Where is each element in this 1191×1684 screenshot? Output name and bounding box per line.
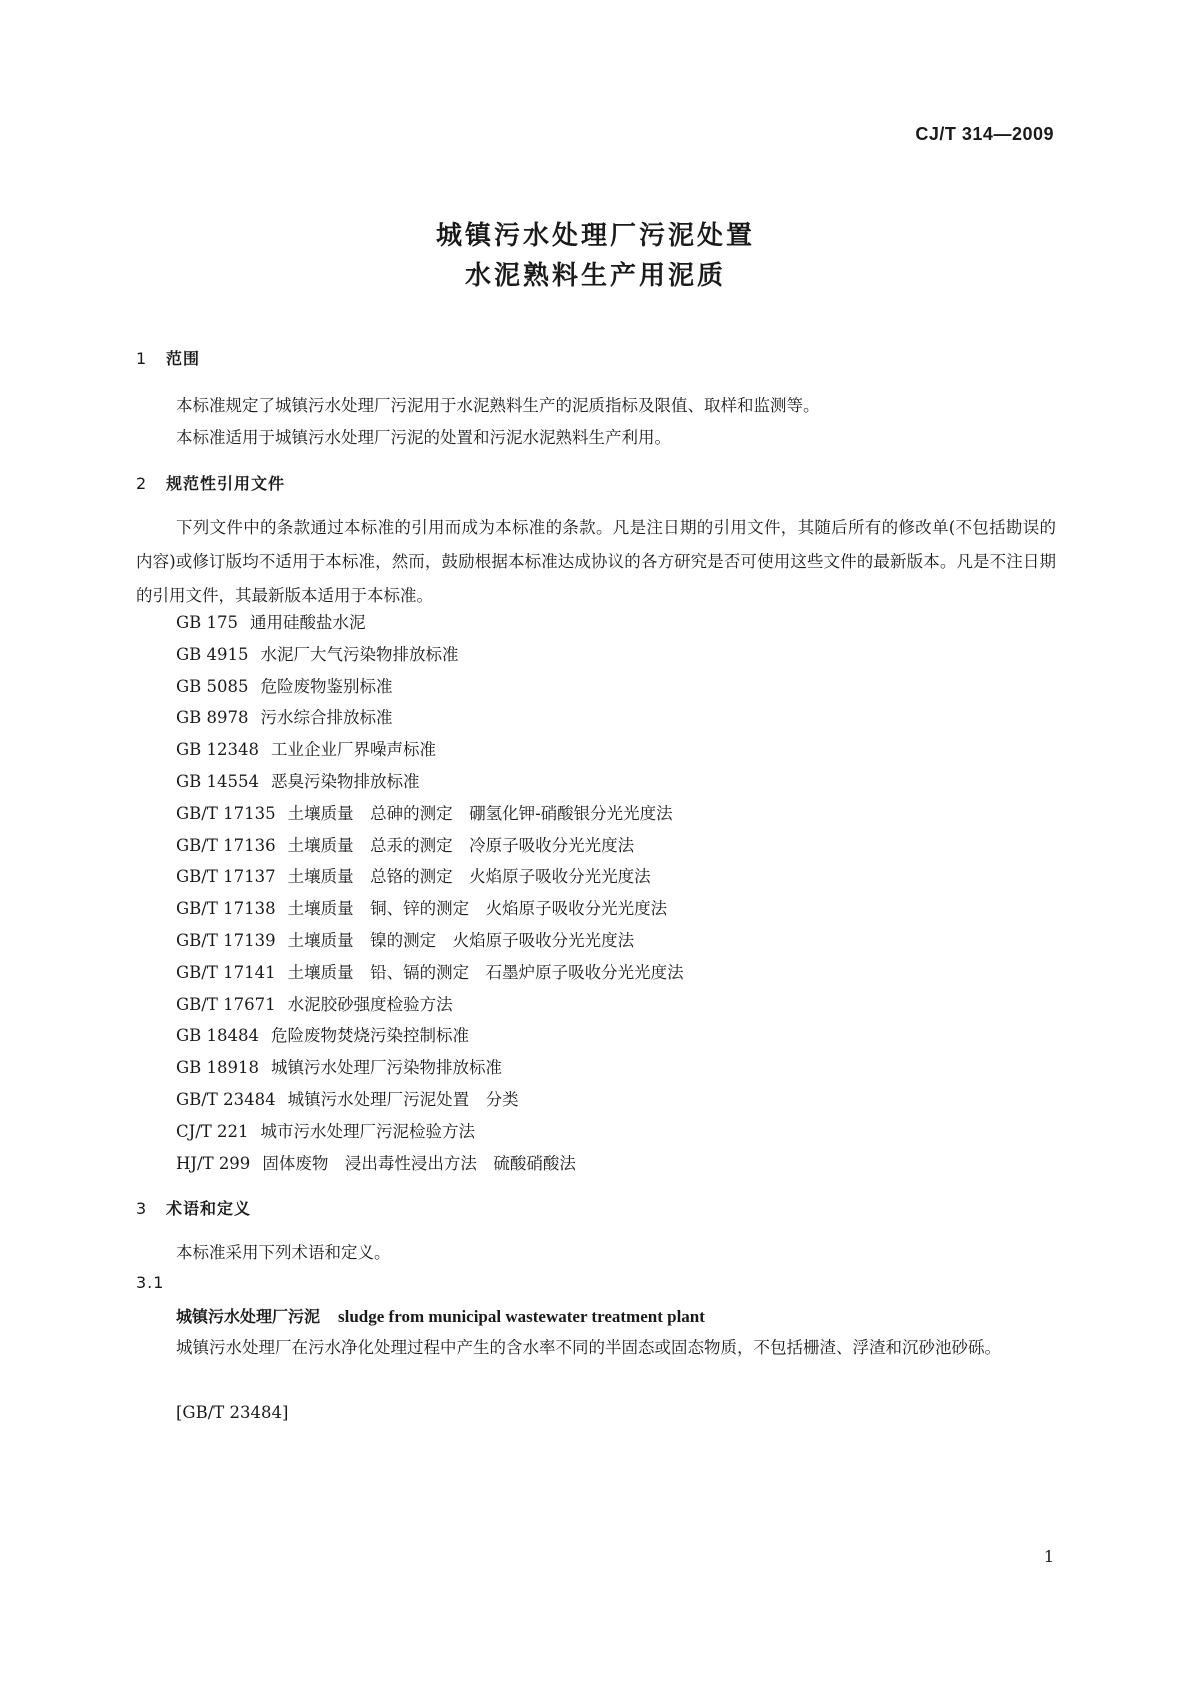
reference-code: GB 18918 <box>176 1058 260 1078</box>
section-number: 2 <box>136 474 148 493</box>
section-title: 术语和定义 <box>166 1199 252 1218</box>
reference-code: HJ/T 299 <box>176 1153 251 1173</box>
reference-title: 水泥胶砂强度检验方法 <box>287 994 453 1014</box>
reference-code: GB 5085 <box>176 676 249 696</box>
reference-item <box>176 860 651 894</box>
reference-title: 水泥厂大气污染物排放标准 <box>260 644 459 664</box>
reference-code: GB/T 17138 <box>176 899 276 919</box>
reference-code: CJ/T 221 <box>176 1121 249 1141</box>
section-3-heading <box>136 1196 251 1219</box>
reference-item <box>176 670 393 704</box>
section-2-heading <box>136 471 285 494</box>
reference-title: 危险废物焚烧污染控制标准 <box>271 1026 470 1046</box>
section-1-heading <box>136 346 200 369</box>
reference-title: 土壤质量 铜、锌的测定 火焰原子吸收分光光度法 <box>287 899 668 919</box>
reference-title: 城市污水处理厂污泥检验方法 <box>260 1121 476 1141</box>
reference-item <box>176 829 634 863</box>
term-source: [GB/T 23484] <box>176 1403 289 1422</box>
reference-item <box>176 1115 475 1149</box>
reference-title: 危险废物鉴别标准 <box>260 676 393 696</box>
reference-code: GB 4915 <box>176 644 249 664</box>
reference-code: GB 175 <box>176 613 239 632</box>
reference-item <box>176 1147 576 1181</box>
reference-item <box>176 1083 519 1117</box>
reference-title: 土壤质量 总汞的测定 冷原子吸收分光光度法 <box>287 835 635 855</box>
reference-item <box>176 797 673 831</box>
section-number: 3 <box>136 1199 148 1218</box>
section-title: 规范性引用文件 <box>166 474 286 493</box>
reference-title: 土壤质量 总铬的测定 火焰原子吸收分光光度法 <box>287 867 651 887</box>
reference-code: GB/T 17136 <box>176 835 276 855</box>
reference-item <box>176 765 420 799</box>
reference-title: 恶臭污染物排放标准 <box>271 772 420 791</box>
term-definition: 城镇污水处理厂在污水净化处理过程中产生的含水率不同的半固态或固态物质，不包括栅渣、浮渣和沉砂池砂砾。 <box>176 1338 1001 1357</box>
section-1-paragraph: 本标准适用于城镇污水处理厂污泥的处置和污泥水泥熟料生产利用。 <box>176 428 671 447</box>
reference-item <box>176 892 667 926</box>
reference-title: 污水综合排放标准 <box>260 708 393 728</box>
reference-item <box>176 1051 502 1085</box>
reference-item <box>176 956 684 990</box>
section-3-intro: 本标准采用下列术语和定义。 <box>176 1243 391 1262</box>
reference-title: 固体废物 浸出毒性浸出方法 硫酸硝酸法 <box>262 1153 576 1173</box>
reference-title: 工业企业厂界噪声标准 <box>271 740 437 760</box>
reference-item <box>176 924 634 958</box>
document-title-line2: 水泥熟料生产用泥质 <box>464 261 726 291</box>
section-number: 1 <box>136 349 148 368</box>
page-number: 1 <box>1043 1547 1054 1566</box>
term-english: sludge from municipal wastewater treatment plant <box>338 1307 705 1326</box>
reference-title: 土壤质量 铅、镉的测定 石墨炉原子吸收分光光度法 <box>287 962 684 982</box>
reference-title: 城镇污水处理厂污泥处置 分类 <box>287 1090 519 1109</box>
reference-code: GB/T 17135 <box>176 803 276 823</box>
reference-item <box>176 606 366 640</box>
reference-code: GB 18484 <box>176 1026 260 1046</box>
term-line <box>176 1304 705 1327</box>
reference-item <box>176 988 453 1022</box>
clause-number: 3.1 <box>136 1273 165 1292</box>
reference-title: 城镇污水处理厂污染物排放标准 <box>271 1058 503 1078</box>
reference-title: 通用硅酸盐水泥 <box>250 613 366 632</box>
reference-code: GB 12348 <box>176 740 260 760</box>
reference-code: GB/T 17671 <box>176 994 276 1014</box>
reference-item <box>176 733 436 767</box>
section-2-intro: 下列文件中的条款通过本标准的引用而成为本标准的条款。凡是注日期的引用文件，其随后所有的修改单(不包括勘误的内容)或修订版均不适用于本标准，然而，鼓励根据本标准达成协议的各方研究是否可使用这些文件的最新版本。凡是不注日期的引用文件，其最新版本适用于本标准。 <box>136 518 1056 605</box>
reference-item <box>176 1019 469 1053</box>
section-1-paragraph: 本标准规定了城镇污水处理厂污泥用于水泥熟料生产的泥质指标及限值、取样和监测等。 <box>176 396 820 415</box>
reference-code: GB/T 17139 <box>176 931 276 950</box>
reference-code: GB/T 17137 <box>176 867 276 887</box>
reference-code: GB/T 23484 <box>176 1090 276 1109</box>
section-title: 范围 <box>166 349 201 368</box>
standard-code: CJ/T 314—2009 <box>915 124 1054 144</box>
reference-code: GB/T 17141 <box>176 962 276 982</box>
term-chinese: 城镇污水处理厂污泥 <box>176 1307 321 1326</box>
document-title-line1: 城镇污水处理厂污泥处置 <box>435 221 755 251</box>
reference-code: GB 14554 <box>176 772 260 791</box>
reference-code: GB 8978 <box>176 708 249 728</box>
reference-item <box>176 638 459 672</box>
reference-title: 土壤质量 镍的测定 火焰原子吸收分光光度法 <box>287 931 635 950</box>
reference-title: 土壤质量 总砷的测定 硼氢化钾-硝酸银分光光度法 <box>287 803 673 823</box>
reference-item <box>176 701 393 735</box>
